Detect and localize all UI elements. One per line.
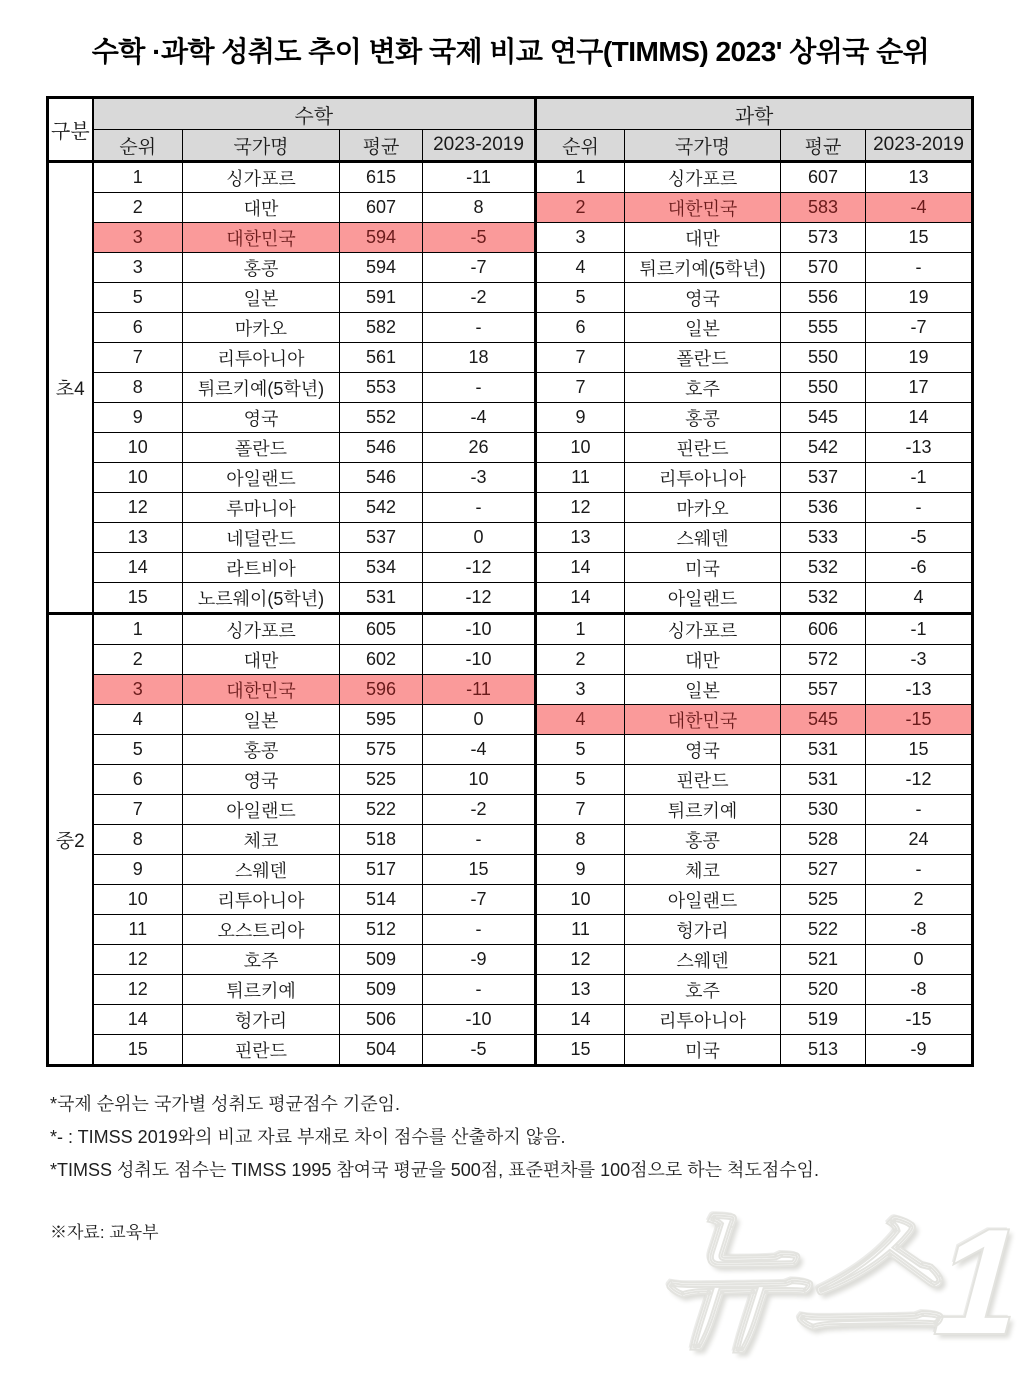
math-diff-cell: 8 [423,193,536,223]
science-diff-cell: 4 [866,583,973,614]
science-country-cell: 체코 [625,855,781,885]
table-row [48,253,973,283]
math-rank-cell: 1 [93,614,183,645]
science-country-header: 국가명 [625,130,781,162]
science-diff-cell: -7 [866,313,973,343]
science-avg-cell: 550 [781,373,866,403]
science-rank-cell: 7 [536,343,625,373]
science-country-cell: 일본 [625,313,781,343]
science-avg-cell: 607 [781,162,866,193]
table-row [48,583,973,614]
science-rank-cell: 10 [536,885,625,915]
math-rank-cell: 9 [93,403,183,433]
math-avg-cell: 607 [340,193,423,223]
table-row [48,915,973,945]
table-row [48,493,973,523]
science-rank-cell: 2 [536,645,625,675]
table-header [48,98,973,162]
math-avg-cell: 525 [340,765,423,795]
science-avg-cell: 533 [781,523,866,553]
science-rank-cell: 5 [536,735,625,765]
math-diff-cell: 18 [423,343,536,373]
footnote-rank-basis: *국제 순위는 국가별 성취도 평균점수 기준임. [50,1094,400,1114]
math-diff-cell: -3 [423,463,536,493]
math-avg-cell: 582 [340,313,423,343]
science-diff-cell: 15 [866,735,973,765]
science-avg-cell: 530 [781,795,866,825]
science-diff-cell: -15 [866,1005,973,1035]
science-avg-cell: 573 [781,223,866,253]
science-avg-cell: 536 [781,493,866,523]
science-avg-cell: 606 [781,614,866,645]
math-country-cell: 체코 [183,825,340,855]
math-avg-cell: 575 [340,735,423,765]
math-diff-cell: -4 [423,735,536,765]
science-rank-cell: 5 [536,283,625,313]
math-diff-cell: -4 [423,403,536,433]
math-diff-cell: - [423,825,536,855]
science-country-cell: 헝가리 [625,915,781,945]
math-avg-cell: 537 [340,523,423,553]
math-diff-cell: -7 [423,885,536,915]
math-rank-cell: 13 [93,523,183,553]
math-diff-cell: -10 [423,614,536,645]
math-country-cell: 일본 [183,705,340,735]
math-diff-cell: -5 [423,1035,536,1066]
science-country-cell: 대만 [625,645,781,675]
science-avg-cell: 556 [781,283,866,313]
math-country-cell: 튀르키예(5학년) [183,373,340,403]
math-diff-cell: 15 [423,855,536,885]
science-rank-header: 순위 [536,130,625,162]
table-row [48,645,973,675]
math-country-cell: 홍콩 [183,735,340,765]
science-rank-cell: 7 [536,795,625,825]
science-avg-cell: 555 [781,313,866,343]
science-country-cell: 홍콩 [625,825,781,855]
science-avg-cell: 537 [781,463,866,493]
table-row [48,373,973,403]
science-rank-cell: 11 [536,915,625,945]
math-diff-cell: -11 [423,675,536,705]
table-row [48,705,973,735]
science-diff-cell: 19 [866,343,973,373]
science-avg-cell: 557 [781,675,866,705]
math-country-cell: 영국 [183,403,340,433]
math-avg-cell: 561 [340,343,423,373]
science-country-cell: 호주 [625,975,781,1005]
math-rank-cell: 12 [93,975,183,1005]
math-rank-cell: 1 [93,162,183,193]
science-avg-cell: 545 [781,403,866,433]
math-country-cell: 튀르키예 [183,975,340,1005]
table-row [48,855,973,885]
math-diff-cell: - [423,915,536,945]
math-diff-cell: - [423,373,536,403]
science-diff-cell: -13 [866,675,973,705]
science-diff-cell: -9 [866,1035,973,1066]
math-diff-cell: 0 [423,523,536,553]
grade-label: 초4 [48,162,93,614]
science-diff-cell: - [866,855,973,885]
math-rank-cell: 2 [93,645,183,675]
science-diff-cell: 14 [866,403,973,433]
science-rank-cell: 1 [536,162,625,193]
science-country-cell: 싱가포르 [625,614,781,645]
math-avg-cell: 594 [340,253,423,283]
math-diff-cell: 0 [423,705,536,735]
table-row [48,885,973,915]
math-rank-cell: 10 [93,463,183,493]
math-avg-cell: 615 [340,162,423,193]
math-country-cell: 라트비아 [183,553,340,583]
math-country-cell: 일본 [183,283,340,313]
table-row [48,795,973,825]
math-rank-cell: 3 [93,675,183,705]
science-rank-cell: 12 [536,945,625,975]
science-country-cell: 마카오 [625,493,781,523]
science-avg-cell: 522 [781,915,866,945]
math-rank-cell: 8 [93,825,183,855]
science-avg-cell: 531 [781,735,866,765]
math-avg-cell: 546 [340,433,423,463]
news1-watermark: 뉴스1 [647,1197,1021,1367]
math-country-cell: 오스트리아 [183,915,340,945]
math-avg-cell: 534 [340,553,423,583]
science-rank-cell: 12 [536,493,625,523]
grade-label: 중2 [48,614,93,1066]
science-rank-cell: 9 [536,403,625,433]
science-avg-header: 평균 [781,130,866,162]
science-rank-cell: 10 [536,433,625,463]
math-rank-cell: 15 [93,1035,183,1066]
math-country-cell: 폴란드 [183,433,340,463]
math-rank-cell: 6 [93,765,183,795]
science-diff-cell: -8 [866,975,973,1005]
science-rank-cell: 13 [536,975,625,1005]
sub-header-row [48,130,973,162]
math-diff-cell: -11 [423,162,536,193]
science-group-header: 과학 [536,98,973,130]
science-rank-cell: 14 [536,553,625,583]
table-row [48,223,973,253]
science-avg-cell: 550 [781,343,866,373]
math-rank-cell: 3 [93,223,183,253]
science-diff-cell: -1 [866,463,973,493]
math-avg-header: 평균 [340,130,423,162]
science-diff-cell: 15 [866,223,973,253]
math-country-cell: 헝가리 [183,1005,340,1035]
science-rank-cell: 14 [536,583,625,614]
science-avg-cell: 520 [781,975,866,1005]
science-avg-cell: 527 [781,855,866,885]
table-row [48,433,973,463]
science-country-cell: 아일랜드 [625,885,781,915]
table-body [48,162,973,1066]
math-diff-cell: 10 [423,765,536,795]
group-header-row [48,98,973,130]
science-country-cell: 아일랜드 [625,583,781,614]
math-rank-cell: 10 [93,433,183,463]
science-rank-cell: 4 [536,253,625,283]
math-rank-cell: 12 [93,945,183,975]
math-diff-cell: -12 [423,553,536,583]
math-country-cell: 호주 [183,945,340,975]
footnote-dash-meaning: *- : TIMSS 2019와의 비교 자료 부재로 차이 점수를 산출하지 않음. [50,1127,566,1147]
math-country-cell: 핀란드 [183,1035,340,1066]
science-country-cell: 핀란드 [625,765,781,795]
math-diff-cell: -12 [423,583,536,614]
math-avg-cell: 512 [340,915,423,945]
math-diff-cell: - [423,493,536,523]
table-row [48,313,973,343]
science-diff-cell: 2 [866,885,973,915]
math-avg-cell: 596 [340,675,423,705]
science-country-cell: 홍콩 [625,403,781,433]
table-row [48,1005,973,1035]
science-rank-cell: 5 [536,765,625,795]
science-avg-cell: 532 [781,553,866,583]
science-avg-cell: 570 [781,253,866,283]
science-diff-cell: -3 [866,645,973,675]
math-diff-cell: -7 [423,253,536,283]
math-avg-cell: 595 [340,705,423,735]
science-rank-cell: 2 [536,193,625,223]
science-rank-cell: 3 [536,223,625,253]
table-row [48,735,973,765]
science-avg-cell: 532 [781,583,866,614]
math-rank-cell: 5 [93,283,183,313]
science-diff-cell: -13 [866,433,973,463]
table-row [48,523,973,553]
table-row [48,945,973,975]
math-diff-cell: -10 [423,1005,536,1035]
math-country-cell: 아일랜드 [183,463,340,493]
math-country-cell: 홍콩 [183,253,340,283]
science-country-cell: 리투아니아 [625,1005,781,1035]
math-rank-cell: 10 [93,885,183,915]
math-country-cell: 노르웨이(5학년) [183,583,340,614]
science-country-cell: 싱가포르 [625,162,781,193]
science-country-cell: 리투아니아 [625,463,781,493]
science-diff-cell: -15 [866,705,973,735]
math-diff-cell: -9 [423,945,536,975]
math-avg-cell: 594 [340,223,423,253]
math-avg-cell: 546 [340,463,423,493]
science-avg-cell: 521 [781,945,866,975]
science-country-cell: 폴란드 [625,343,781,373]
science-country-cell: 튀르키예 [625,795,781,825]
science-country-cell: 스웨덴 [625,945,781,975]
science-rank-cell: 13 [536,523,625,553]
table-row [48,825,973,855]
science-diff-cell: -4 [866,193,973,223]
science-country-cell: 스웨덴 [625,523,781,553]
math-avg-cell: 602 [340,645,423,675]
science-diff-cell: 24 [866,825,973,855]
math-avg-cell: 514 [340,885,423,915]
science-rank-cell: 11 [536,463,625,493]
math-diff-cell: -5 [423,223,536,253]
math-rank-cell: 14 [93,1005,183,1035]
science-diff-cell: -5 [866,523,973,553]
math-country-cell: 대만 [183,193,340,223]
science-diff-cell: -1 [866,614,973,645]
math-rank-cell: 9 [93,855,183,885]
science-avg-cell: 542 [781,433,866,463]
science-country-cell: 영국 [625,735,781,765]
math-country-cell: 싱가포르 [183,162,340,193]
math-avg-cell: 504 [340,1035,423,1066]
science-avg-cell: 545 [781,705,866,735]
science-diff-cell: - [866,493,973,523]
math-avg-cell: 591 [340,283,423,313]
science-rank-cell: 15 [536,1035,625,1066]
math-rank-cell: 7 [93,343,183,373]
math-avg-cell: 518 [340,825,423,855]
science-diff-cell: 17 [866,373,973,403]
corner-header: 구분 [48,98,93,162]
science-rank-cell: 14 [536,1005,625,1035]
math-country-cell: 리투아니아 [183,885,340,915]
math-diff-cell: -2 [423,795,536,825]
math-diff-cell: 26 [423,433,536,463]
math-avg-cell: 531 [340,583,423,614]
math-rank-cell: 2 [93,193,183,223]
table-row [48,765,973,795]
math-country-header: 국가명 [183,130,340,162]
math-country-cell: 루마니아 [183,493,340,523]
science-rank-cell: 6 [536,313,625,343]
science-avg-cell: 519 [781,1005,866,1035]
math-diff-cell: - [423,975,536,1005]
source-note: ※자료: 교육부 [50,1223,159,1242]
science-rank-cell: 1 [536,614,625,645]
math-country-cell: 리투아니아 [183,343,340,373]
math-rank-cell: 5 [93,735,183,765]
footnotes [50,1088,819,1187]
math-rank-cell: 7 [93,795,183,825]
science-diff-cell: - [866,253,973,283]
table-row [48,463,973,493]
science-avg-cell: 531 [781,765,866,795]
science-country-cell: 영국 [625,283,781,313]
math-country-cell: 싱가포르 [183,614,340,645]
math-rank-cell: 4 [93,705,183,735]
math-rank-cell: 11 [93,915,183,945]
math-avg-cell: 605 [340,614,423,645]
table-row [48,975,973,1005]
science-diff-cell: - [866,795,973,825]
math-avg-cell: 506 [340,1005,423,1035]
math-avg-cell: 517 [340,855,423,885]
math-country-cell: 대한민국 [183,675,340,705]
science-country-cell: 미국 [625,553,781,583]
table-row [48,283,973,313]
math-country-cell: 대만 [183,645,340,675]
math-avg-cell: 509 [340,975,423,1005]
table-row [48,553,973,583]
science-country-cell: 일본 [625,675,781,705]
science-diff-cell: -6 [866,553,973,583]
math-country-cell: 마카오 [183,313,340,343]
science-country-cell: 대한민국 [625,193,781,223]
table-row [48,1035,973,1066]
science-avg-cell: 583 [781,193,866,223]
math-rank-cell: 8 [93,373,183,403]
science-diff-cell: -12 [866,765,973,795]
math-rank-cell: 3 [93,253,183,283]
math-country-cell: 대한민국 [183,223,340,253]
math-rank-cell: 12 [93,493,183,523]
science-rank-cell: 4 [536,705,625,735]
math-country-cell: 아일랜드 [183,795,340,825]
page-title: 수학 ·과학 성취도 추이 변화 국제 비교 연구(TIMMS) 2023' 상위국 순위 [91,36,930,67]
science-avg-cell: 513 [781,1035,866,1066]
math-avg-cell: 553 [340,373,423,403]
footnote-scale: *TIMSS 성취도 점수는 TIMSS 1995 참여국 평균을 500점, 표준편차를 100점으로 하는 척도점수임. [50,1160,819,1180]
math-diff-header: 2023-2019 [423,130,536,162]
math-rank-cell: 15 [93,583,183,614]
table-row [48,675,973,705]
math-diff-cell: - [423,313,536,343]
science-avg-cell: 528 [781,825,866,855]
math-avg-cell: 542 [340,493,423,523]
math-diff-cell: -2 [423,283,536,313]
science-country-cell: 대만 [625,223,781,253]
science-rank-cell: 8 [536,825,625,855]
math-rank-header: 순위 [93,130,183,162]
table-row [48,343,973,373]
math-group-header: 수학 [93,98,536,130]
science-country-cell: 호주 [625,373,781,403]
science-diff-cell: 13 [866,162,973,193]
table-row [48,403,973,433]
table-row [48,614,973,645]
math-rank-cell: 14 [93,553,183,583]
science-country-cell: 대한민국 [625,705,781,735]
science-diff-cell: 0 [866,945,973,975]
science-avg-cell: 572 [781,645,866,675]
math-rank-cell: 6 [93,313,183,343]
math-avg-cell: 552 [340,403,423,433]
science-country-cell: 튀르키예(5학년) [625,253,781,283]
math-avg-cell: 522 [340,795,423,825]
math-country-cell: 스웨덴 [183,855,340,885]
science-diff-cell: -8 [866,915,973,945]
table-row [48,193,973,223]
science-diff-cell: 19 [866,283,973,313]
table-row [48,162,973,193]
math-country-cell: 영국 [183,765,340,795]
science-diff-header: 2023-2019 [866,130,973,162]
science-rank-cell: 7 [536,373,625,403]
science-rank-cell: 9 [536,855,625,885]
science-country-cell: 핀란드 [625,433,781,463]
timms-ranking-table [46,96,974,1067]
science-rank-cell: 3 [536,675,625,705]
science-country-cell: 미국 [625,1035,781,1066]
math-avg-cell: 509 [340,945,423,975]
math-diff-cell: -10 [423,645,536,675]
math-country-cell: 네덜란드 [183,523,340,553]
science-avg-cell: 525 [781,885,866,915]
